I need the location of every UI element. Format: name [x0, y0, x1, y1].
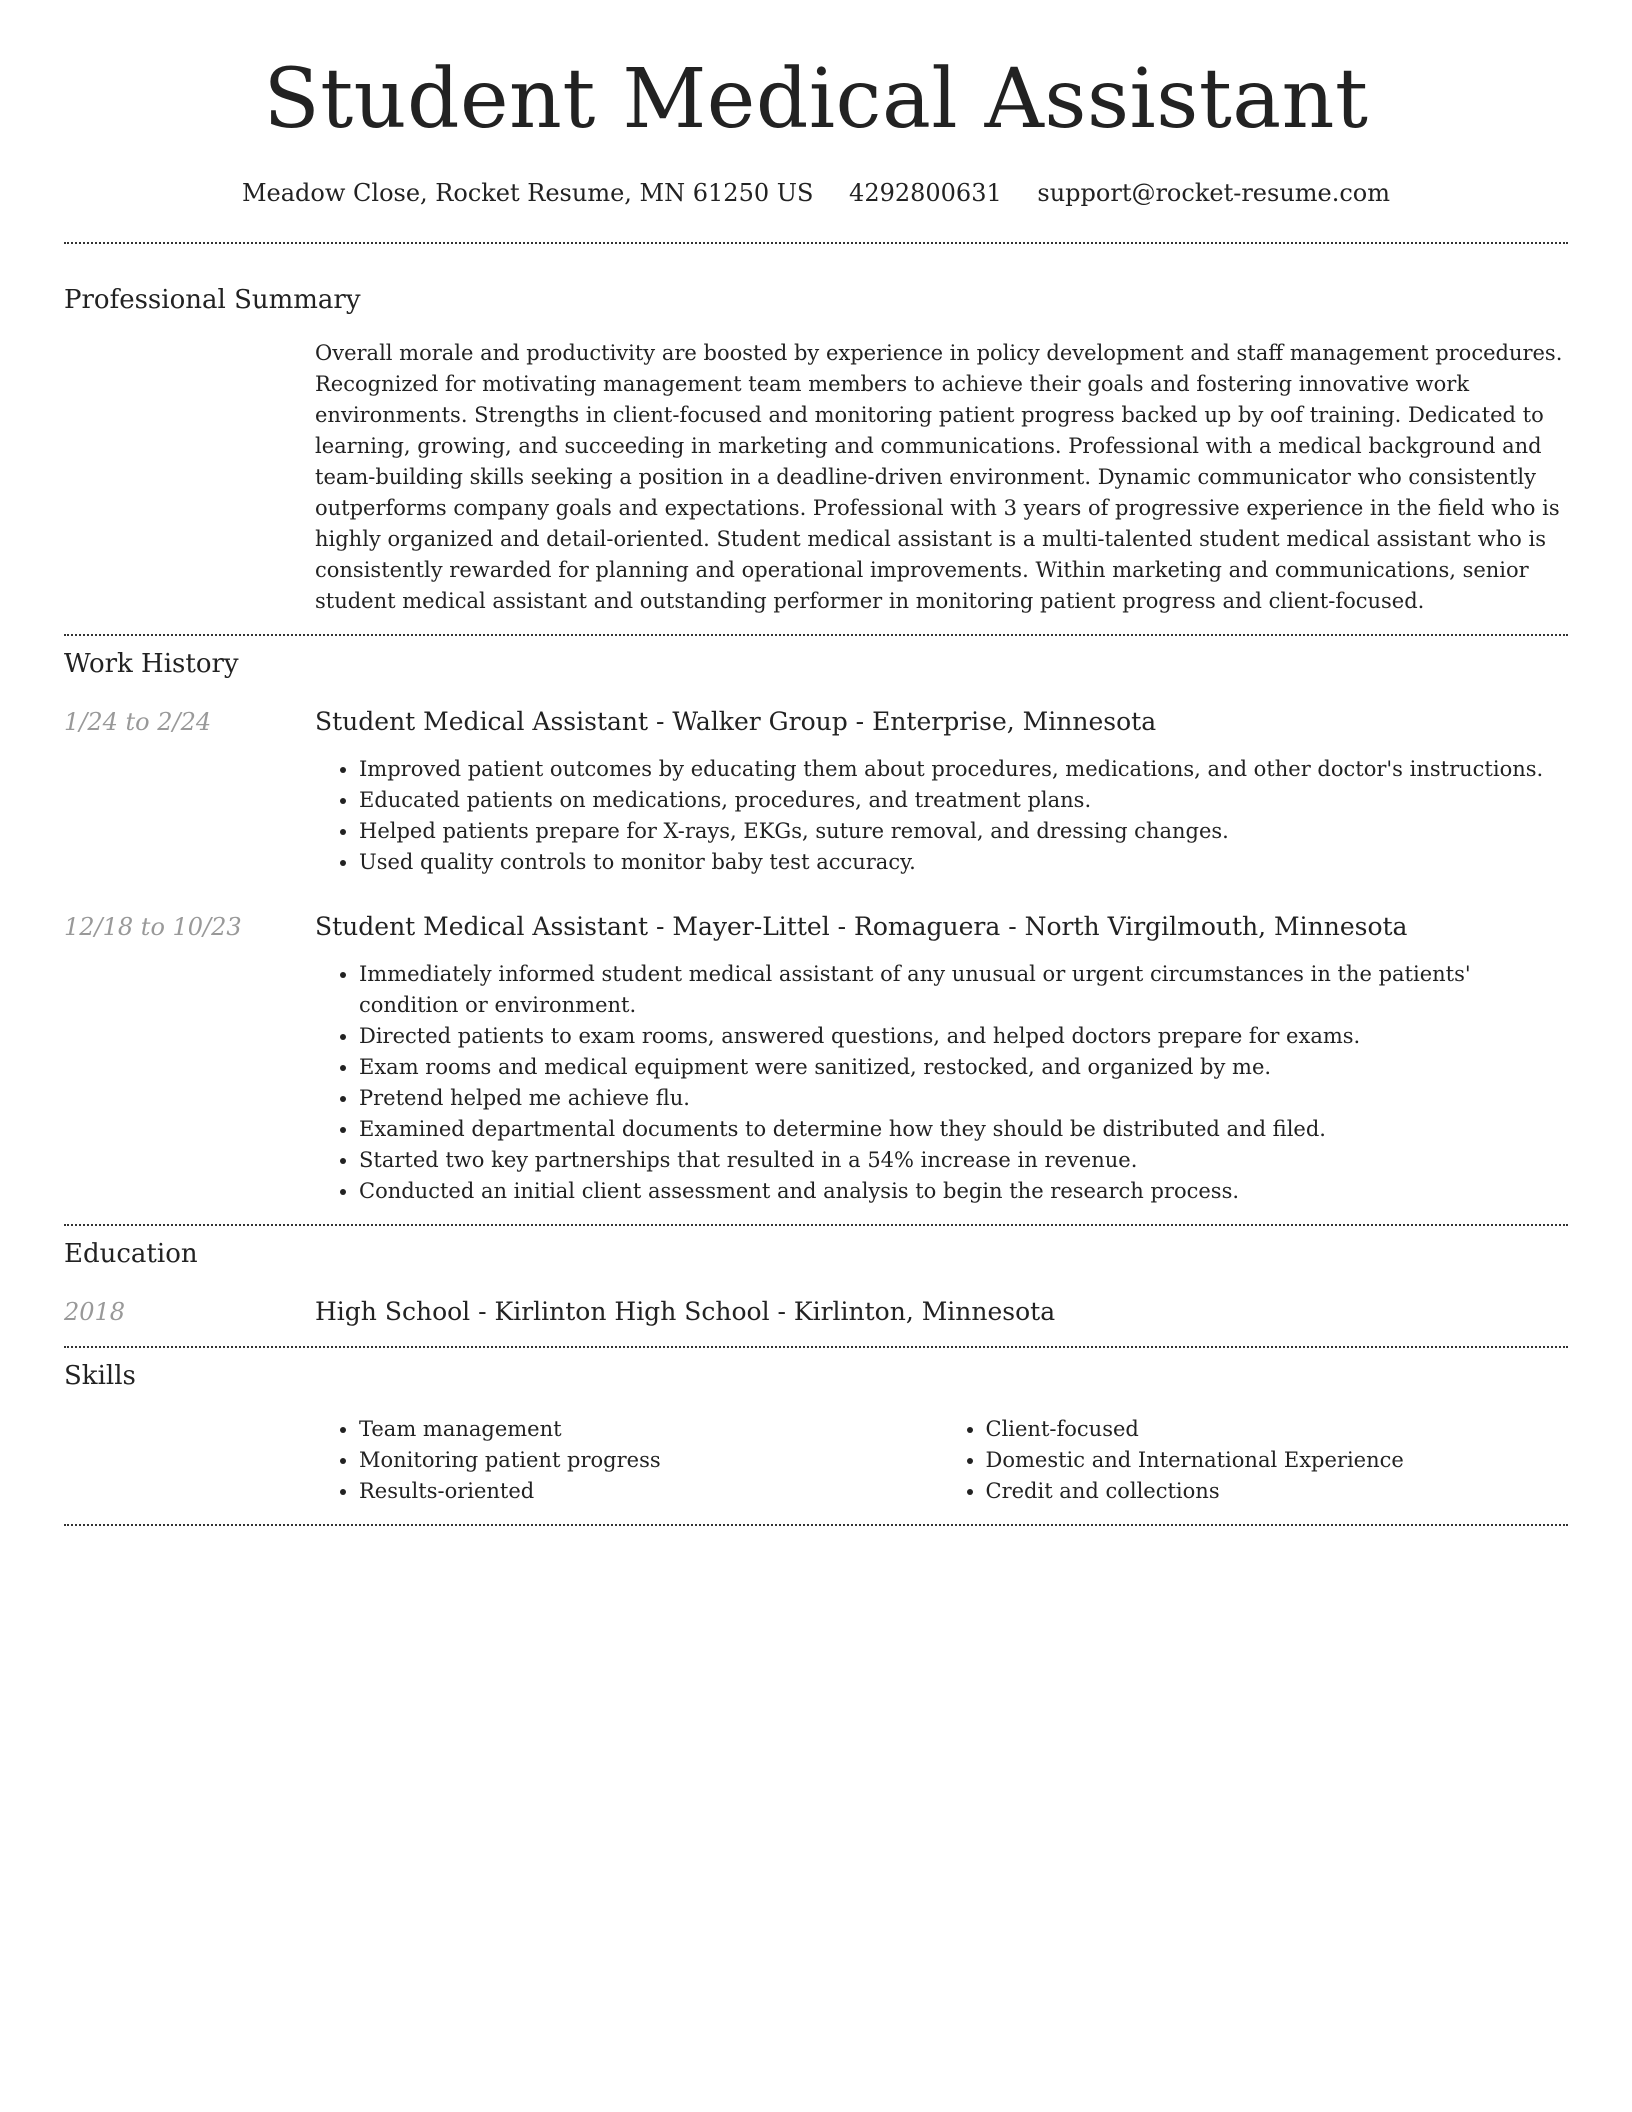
section-skills [64, 1348, 1568, 1507]
resume-header [64, 0, 1568, 208]
skill-item: • Client-focused [986, 1414, 1569, 1445]
list-item: • Directed patients to exam rooms, answered questions, and helped doctors prepare for exams. [359, 1021, 1568, 1052]
contact-address: Meadow Close, Rocket Resume, MN 61250 US [241, 179, 814, 207]
education-degree: High School [315, 1297, 471, 1326]
job-heading [315, 706, 1568, 738]
job-bullets [315, 959, 1568, 1207]
skill-item: • Credit and collections [986, 1476, 1569, 1507]
education-body [315, 1296, 1568, 1328]
skills-row [64, 1414, 1568, 1507]
skills-list-right [942, 1414, 1569, 1507]
job-body [315, 911, 1568, 1207]
skill-item: • Monitoring patient progress [359, 1445, 942, 1476]
skills-list-left [315, 1414, 942, 1507]
education-entry [64, 1296, 1568, 1328]
list-item: • Started two key partnerships that resulted in a 54% increase in revenue. [359, 1145, 1568, 1176]
skills-grid [315, 1414, 1568, 1507]
section-title-skills: Skills [64, 1361, 136, 1391]
list-item: • Helped patients prepare for X-rays, EKGs, suture removal, and dressing changes. [359, 816, 1568, 847]
section-education [64, 1226, 1568, 1328]
education-heading [315, 1296, 1568, 1328]
job-role: Student Medical Assistant [315, 707, 649, 736]
section-title-work: Work History [64, 649, 239, 679]
education-year: 2018 [64, 1298, 126, 1326]
list-item: • Examined departmental documents to determine how they should be distributed and filed. [359, 1114, 1568, 1145]
job-dates: 12/18 to 10/23 [64, 913, 242, 941]
list-item: • Used quality controls to monitor baby test accuracy. [359, 847, 1568, 878]
summary-body [315, 338, 1568, 617]
job-body [315, 706, 1568, 878]
job-heading [315, 911, 1568, 943]
job-entry [64, 706, 1568, 878]
skill-item: • Domestic and International Experience [986, 1445, 1569, 1476]
section-title-education: Education [64, 1239, 198, 1269]
summary-left-spacer [64, 338, 315, 617]
section-work-history [64, 636, 1568, 1207]
list-item: • Immediately informed student medical assistant of any unusual or urgent circumstances in the patients' condition or environment. [359, 959, 1568, 1021]
skills-left-spacer [64, 1414, 315, 1507]
job-bullets [315, 754, 1568, 878]
job-dates: 1/24 to 2/24 [64, 708, 212, 736]
section-title-summary: Professional Summary [64, 285, 361, 315]
list-item: • Exam rooms and medical equipment were sanitized, restocked, and organized by me. [359, 1052, 1568, 1083]
list-item: • Conducted an initial client assessment and analysis to begin the research process. [359, 1176, 1568, 1207]
education-school-location: - Kirlinton High School - Kirlinton, Minnesota [470, 1297, 1056, 1326]
job-employer-location: - Walker Group - Enterprise, Minnesota [648, 707, 1157, 736]
section-summary [64, 244, 1568, 617]
contact-line [64, 178, 1568, 208]
candidate-name: Student Medical Assistant [263, 52, 1369, 147]
contact-email: support@rocket-resume.com [1037, 179, 1391, 207]
summary-row [64, 338, 1568, 617]
divider [64, 1524, 1568, 1526]
job-entry [64, 911, 1568, 1207]
list-item: • Pretend helped me achieve flu. [359, 1083, 1568, 1114]
skill-item: • Results-oriented [359, 1476, 942, 1507]
summary-text: Overall morale and productivity are boosted by experience in policy development and staff management procedures. Recognized for motivating management team members to achieve their goals and fostering innovative work environments. Strengths in client-focused and monitoring patient progress backed up by oof training. Dedicated to learning, growing, and succeeding in marketing and communications. Professional with a medical background and team-building skills seeking a position in a deadline-driven environment. Dynamic communicator who consistently outperforms company goals and expectations. Professional with 3 years of progressive experience in the field who is highly organized and detail-oriented. Student medical assistant is a multi-talented student medical assistant who is consistently rewarded for planning and operational improvements. Within marketing and communications, senior student medical assistant and outstanding performer in monitoring patient progress and client-focused. [315, 341, 1563, 613]
contact-phone: 4292800631 [849, 179, 1002, 207]
list-item: • Improved patient outcomes by educating them about procedures, medications, and other doctor's instructions. [359, 754, 1568, 785]
list-item: • Educated patients on medications, procedures, and treatment plans. [359, 785, 1568, 816]
job-role: Student Medical Assistant [315, 912, 649, 941]
job-employer-location: - Mayer-Littel - Romaguera - North Virgilmouth, Minnesota [648, 912, 1408, 941]
skill-item: • Team management [359, 1414, 942, 1445]
